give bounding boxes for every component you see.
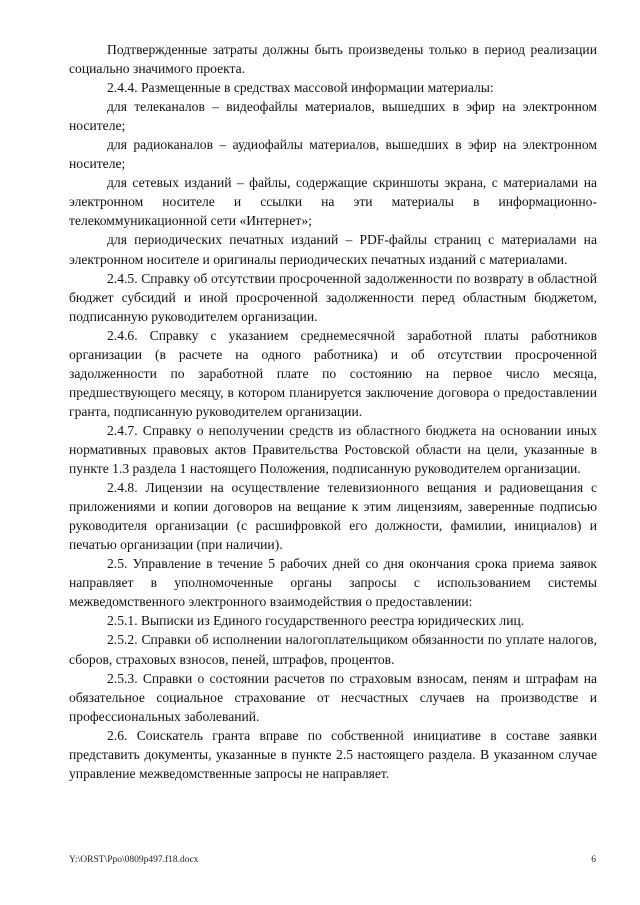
footer-page-number: 6 [591,855,596,865]
paragraph-2-5: 2.5. Управление в течение 5 рабочих дней со дня окончания срока приема заявок направляет в уполномоченные органы запросы с использованием системы межведомственного электронного взаимодействия о предоставлении: [69,556,597,610]
paragraph-network-editions: для сетевых изданий – файлы, содержащие скриншоты экрана, с материалами на электронном носителе и ссылки на эти материалы в информационно-телекоммуникационной сети «Интернет»; [69,175,597,229]
paragraph-2-6: 2.6. Соискатель гранта вправе по собственной инициативе в составе заявки представить документы, указанные в пункте 2.5 настоящего раздела. В указанном случае управление межведомственные запросы не направляет. [69,727,597,781]
document-body [69,40,597,783]
paragraph-tv-channels: для телеканалов – видеофайлы материалов, вышедших в эфир на электронном носителе; [69,99,597,134]
paragraph-periodicals: для периодических печатных изданий – PDF-файлы страниц с материалами на электронном носителе и оригиналы периодических печатных изданий с материалами. [69,232,597,267]
paragraph-2-4-4: 2.4.4. Размещенные в средствах массовой информации материалы: [107,80,494,96]
paragraph-2-4-7: 2.4.7. Справку о неполучении средств из областного бюджета на основании иных нормативных правовых актов Правительства Ростовской области на цели, указанные в пункте 1.3 раздела 1 настоящего Положения, подписанную руководителем организации. [69,422,597,477]
paragraph-2-4-6: 2.4.6. Справку с указанием среднемесячной заработной платы работников организации (в расчете на одного работника) и об отсутствии просроченной задолженности по заработной плате по состоянию на первое число месяца, предшествующего месяцу, в котором планируется заключение договора о предоставлении гранта, подписанную руководителем организации. [69,327,597,419]
paragraph-2-5-1: 2.5.1. Выписки из Единого государственного реестра юридических лиц. [107,613,525,629]
paragraph-2-4-5: 2.4.5. Справку об отсутствии просроченной задолженности по возврату в областной бюджет субсидий и иной просроченной задолженности перед областным бюджетом, подписанную руководителем организации. [69,270,597,324]
paragraph-2-5-2: 2.5.2. Справки об исполнении налогоплательщиком обязанности по уплате налогов, сборов, страховых взносов, пеней, штрафов, процентов. [69,632,597,667]
paragraph-costs-period: Подтвержденные затраты должны быть произведены только в период реализации социально значимого проекта. [69,42,597,77]
paragraph-2-5-3: 2.5.3. Справки о состоянии расчетов по страховым взносам, пеням и штрафам на обязательное социальное страхование от несчастных случаев на производстве и профессиональных заболеваний. [69,670,597,724]
paragraph-2-4-8: 2.4.8. Лицензии на осуществление телевизионного вещания и радиовещания с приложениями и копии договоров на вещание к этим лицензиям, заверенные подписью руководителя организации (с расшифровкой его должности, фамилии, инициалов) и печатью организации (при наличии). [69,480,597,553]
footer-file-path: Y:\ORST\Ppo\0809p497.f18.docx [69,855,199,865]
paragraph-radio-channels: для радиоканалов – аудиофайлы материалов, вышедших в эфир на электронном носителе; [69,137,597,172]
